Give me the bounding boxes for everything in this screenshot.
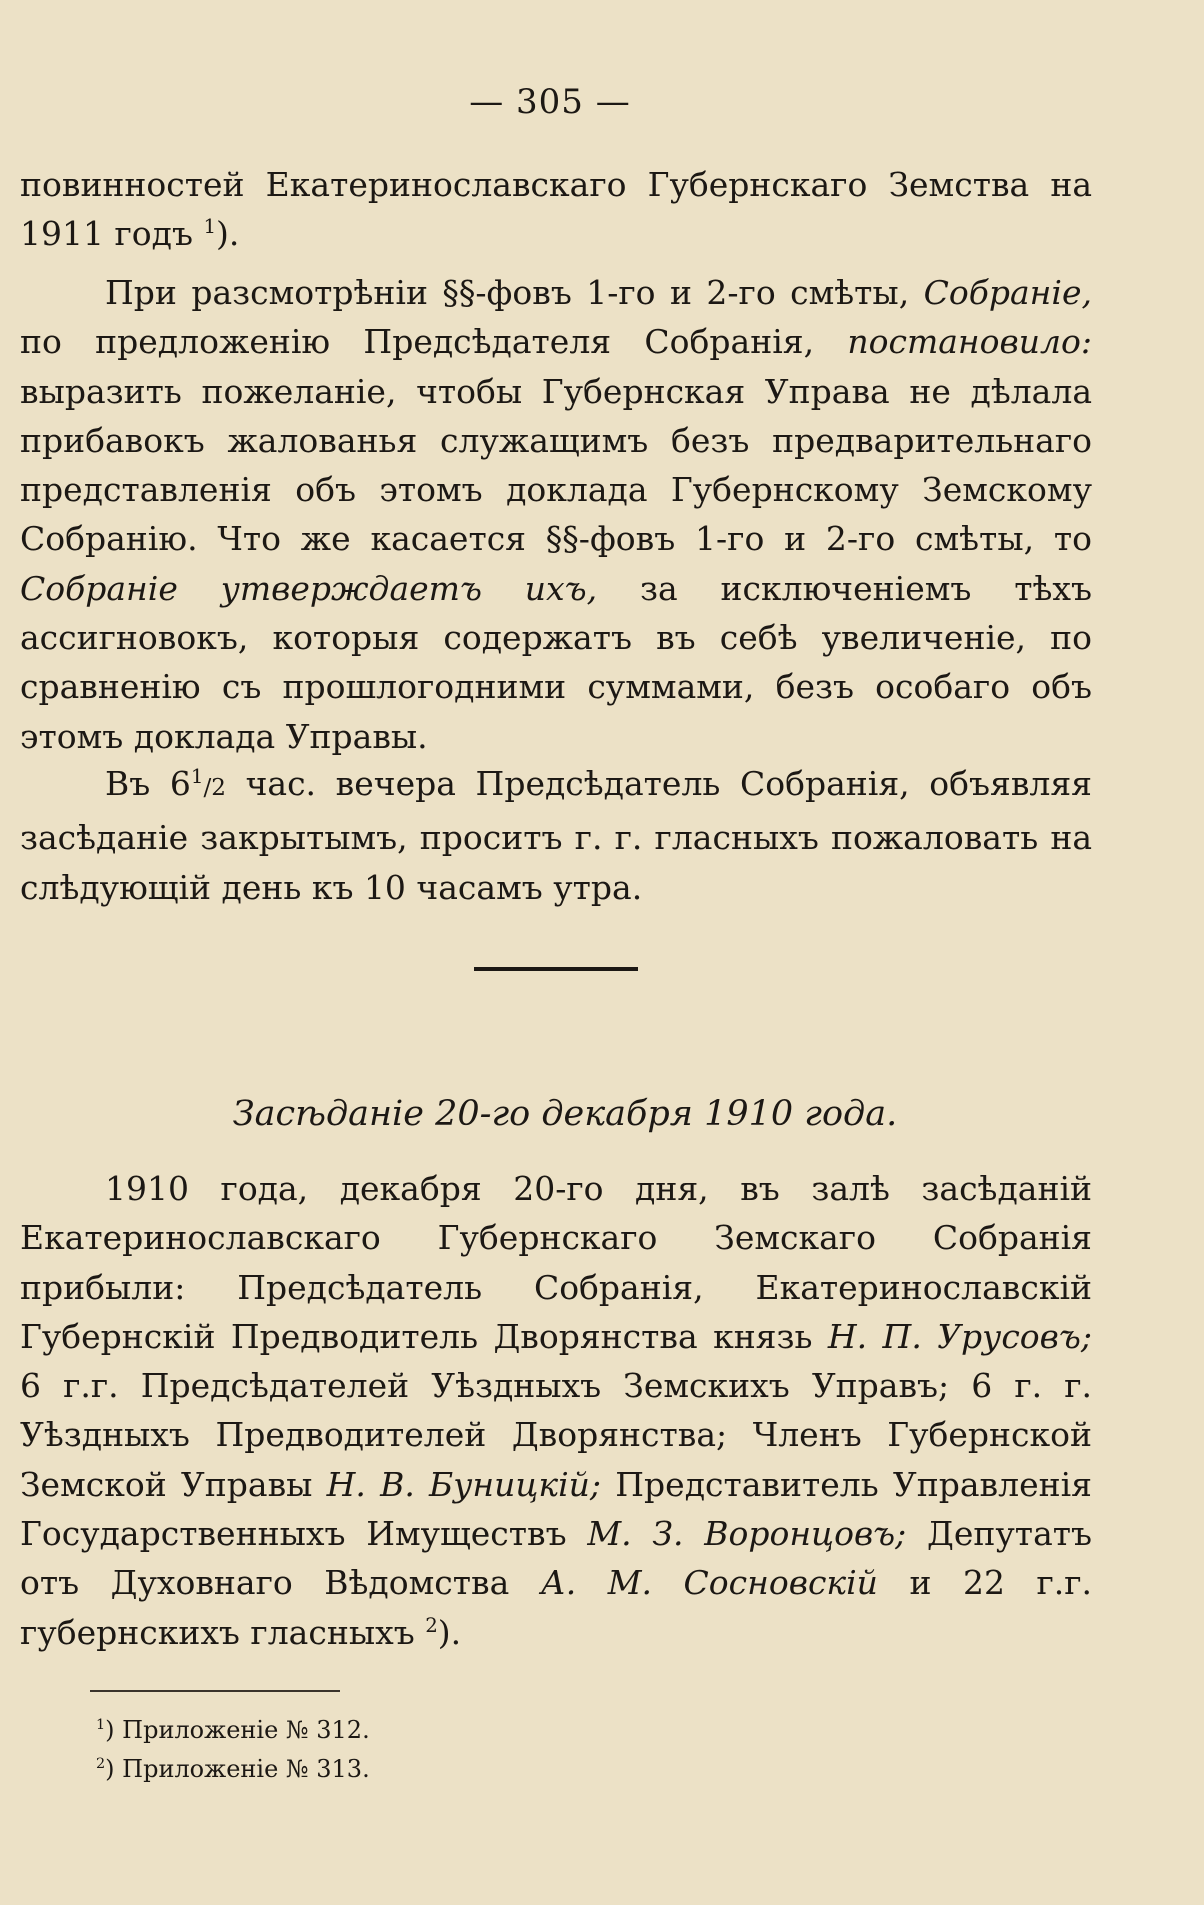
italic-run: постановило: <box>847 322 1092 362</box>
paragraph-text: повинностей Екатеринославскаго Губернскаго Земства на 1911 годъ <box>20 165 1092 254</box>
text-run: При разсмотрѣніи §§-фовъ 1-го и 2-го смѣты, <box>105 273 924 312</box>
text-run: Представитель Управленія Государственныхъ Имуществъ <box>20 1464 1092 1554</box>
footnote-ref-1: 1 <box>203 215 217 239</box>
text-run: по предложенію Предсѣдателя Собранія, <box>20 322 848 362</box>
page-number: — 305 — <box>469 82 631 122</box>
italic-run: А. М. Сосновскій <box>540 1563 878 1603</box>
text-run: 1910 года, декабря 20-го дня, въ залѣ засѣданій Екатеринославскаго Губернскаго Земскаго Собранія прибыли: Предсѣдатель Собранія, Екатеринославскій Губернскій Предводитель Дворянства князь <box>20 1169 1092 1356</box>
italic-run: Собраніе, <box>923 273 1092 312</box>
footnote-ref-2: 2 <box>425 1613 438 1637</box>
paragraph-budget <box>20 160 1092 259</box>
footnote-text: ) Приложеніе № 313. <box>105 1755 370 1783</box>
italic-run: М. З. Воронцовъ; <box>587 1514 907 1554</box>
paragraph-tail: ). <box>437 1612 462 1652</box>
italic-run: Н. В. Буницкій; <box>326 1464 602 1504</box>
text-run: за исключеніемъ тѣхъ ассигновокъ, которыя содержатъ въ себѣ увеличеніе, по сравненію съ прошлогодними суммами, безъ особаго объ этомъ доклада Управы. <box>20 568 1092 756</box>
section-divider <box>474 967 638 971</box>
fraction-numerator: 1 <box>190 765 204 788</box>
text-run: выразить пожеланіе, чтобы Губернская Управа не дѣлала прибавокъ жалованья служащимъ безъ предварительнаго представленія объ этомъ доклада Губернскому Земскому Собранію. Что же касается §§-фовъ 1-го и 2-го смѣты, то <box>20 371 1092 559</box>
section-heading: Засѣданіе 20-го декабря 1910 года. <box>232 1094 898 1134</box>
footnote-mark: 2 <box>96 1756 106 1772</box>
paragraph-tail: ). <box>216 214 240 254</box>
text-run: Въ 6 <box>105 764 191 803</box>
footnote-divider <box>90 1690 340 1692</box>
fraction-denominator: /2 <box>203 775 226 801</box>
footnote-1 <box>96 1716 370 1744</box>
italic-run: Собраніе утверждаетъ ихъ, <box>20 568 598 608</box>
text-run: Депутатъ отъ Духовнаго Вѣдомства <box>20 1514 1092 1603</box>
paragraph-resolution <box>20 268 1092 761</box>
text-run: 6 г.г. Предсѣдателей Уѣздныхъ Земскихъ Управъ; 6 г. г. Уѣздныхъ Предводителей Дворянства; Членъ Губернской Земской Управы <box>20 1366 1092 1504</box>
paragraph-closing <box>20 759 1092 912</box>
text-run: час. вечера Предсѣдатель Собранія, объявляя засѣданіе закрытымъ, проситъ г. г. гласныхъ пожаловать на слѣдующій день къ 10 часамъ утра. <box>20 764 1092 907</box>
footnote-text: ) Приложеніе № 312. <box>105 1716 370 1744</box>
footnote-2 <box>96 1755 370 1783</box>
italic-run: Н. П. Урусовъ; <box>827 1316 1092 1356</box>
footnote-mark: 1 <box>96 1717 106 1733</box>
text-run: и 22 г.г. губернскихъ гласныхъ <box>20 1563 1093 1652</box>
paragraph-attendance <box>20 1164 1092 1657</box>
